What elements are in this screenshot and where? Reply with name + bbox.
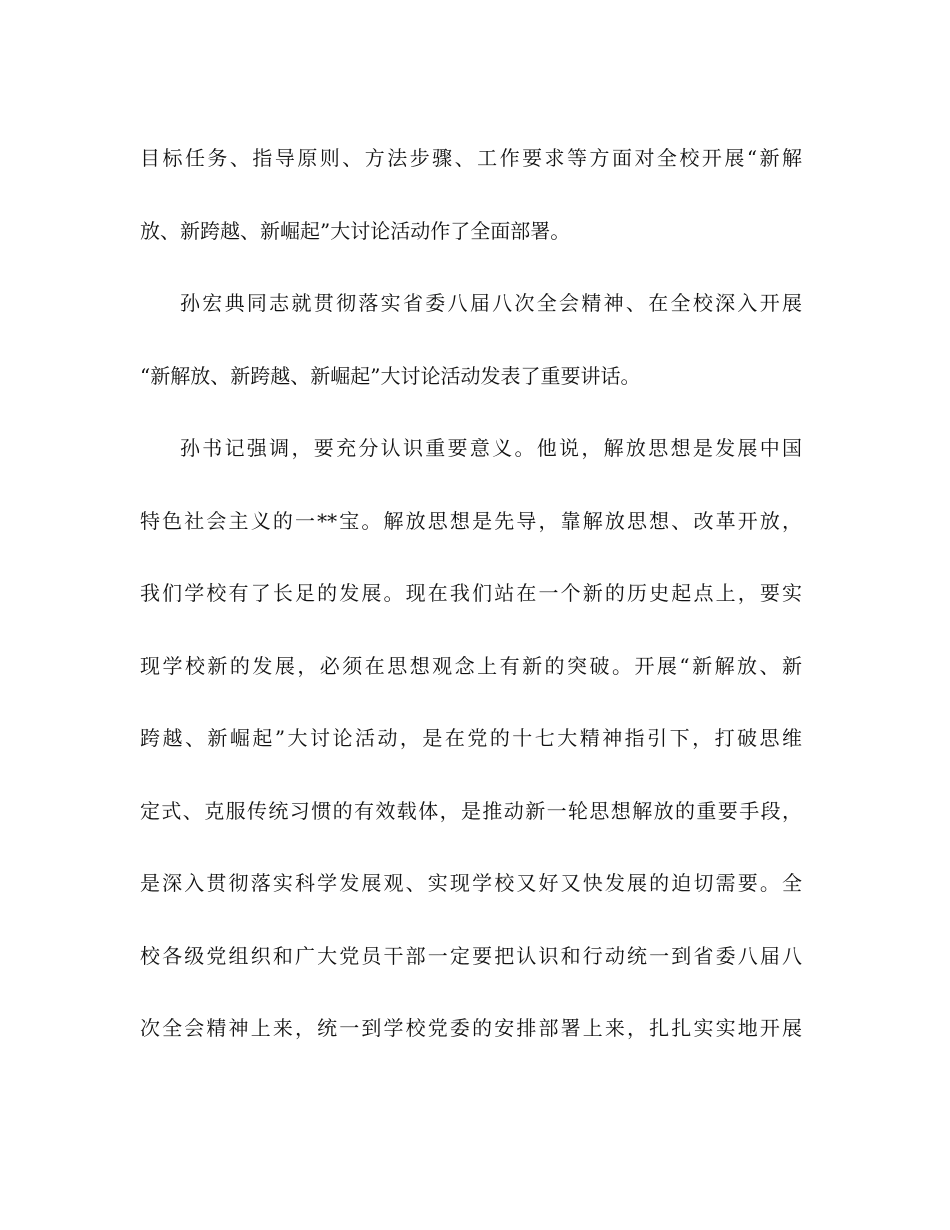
text-line: 跨越、新崛起”大讨论活动，是在党的十七大精神指引下，打破思维 [140,726,802,750]
text-line: 我们学校有了长足的发展。现在我们站在一个新的历史起点上，要实 [140,581,802,605]
text-line: 特色社会主义的一**宝。解放思想是先导，靠解放思想、改革开放， [140,508,802,533]
text-line: 定式、克服传统习惯的有效载体，是推动新一轮思想解放的重要手段， [140,798,802,823]
text-line: “新解放、新跨越、新崛起”大讨论活动发表了重要讲话。 [140,363,641,388]
text-line: 现学校新的发展，必须在思想观念上有新的突破。开展“新解放、新 [140,653,802,678]
text-line: 校各级党组织和广大党员干部一定要把认识和行动统一到省委八届八 [140,943,802,968]
text-line: 次全会精神上来，统一到学校党委的安排部署上来，扎扎实实地开展 [140,1016,802,1040]
paragraph-first-line: 孙宏典同志就贯彻落实省委八届八次全会精神、在全校深入开展 [180,291,802,315]
paragraph-first-line: 孙书记强调，要充分认识重要意义。他说，解放思想是发展中国 [180,436,802,460]
body-text [140,122,802,1065]
text-line: 是深入贯彻落实科学发展观、实现学校又好又快发展的迫切需要。全 [140,871,802,895]
text-line: 放、新跨越、新崛起”大讨论活动作了全面部署。 [140,218,571,243]
text-line: 目标任务、指导原则、方法步骤、工作要求等方面对全校开展“新解 [140,146,802,170]
